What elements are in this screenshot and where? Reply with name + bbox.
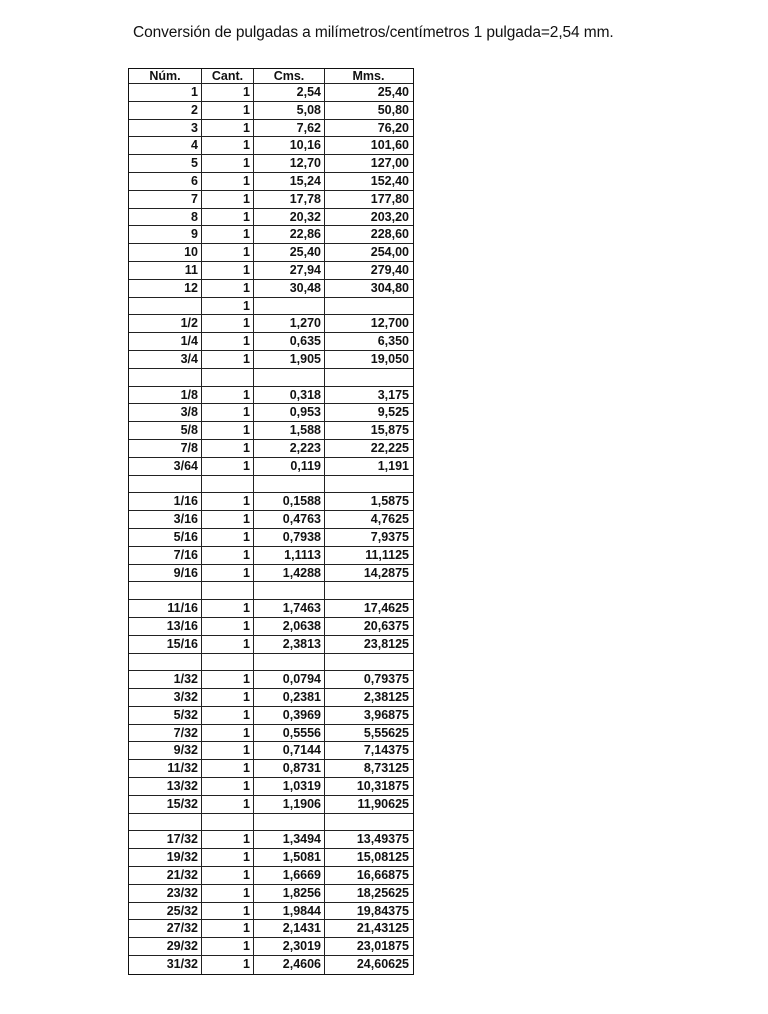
table-row bbox=[129, 671, 413, 689]
cell-mms: 7,9375 bbox=[370, 529, 409, 544]
cell-cms: 1,6669 bbox=[254, 867, 325, 884]
table-row bbox=[129, 298, 413, 316]
cell-cms: 0,318 bbox=[254, 387, 325, 404]
cell-num: 3/16 bbox=[129, 511, 202, 528]
cell-mms: 19,050 bbox=[370, 351, 409, 366]
cell-mms: 23,01875 bbox=[356, 939, 409, 954]
cell-cms: 1,4288 bbox=[254, 565, 325, 582]
table-row bbox=[129, 742, 413, 760]
table-row bbox=[129, 600, 413, 618]
table-row bbox=[129, 173, 413, 191]
cell-cms bbox=[254, 298, 325, 315]
cell-num bbox=[129, 814, 202, 831]
table-row bbox=[129, 102, 413, 120]
cell-cms: 2,0638 bbox=[254, 618, 325, 635]
cell-num: 11 bbox=[129, 262, 202, 279]
cell-cant bbox=[202, 654, 254, 671]
cell-num: 23/32 bbox=[129, 885, 202, 902]
table-row bbox=[129, 867, 413, 885]
cell-cms: 0,953 bbox=[254, 404, 325, 421]
cell-cms: 17,78 bbox=[254, 191, 325, 208]
cell-cant bbox=[202, 476, 254, 493]
cell-mms: 152,40 bbox=[370, 173, 409, 188]
cell-mms: 9,525 bbox=[377, 405, 409, 420]
cell-num: 6 bbox=[129, 173, 202, 190]
table-row bbox=[129, 315, 413, 333]
cell-mms: 254,00 bbox=[370, 245, 409, 260]
cell-mms: 15,875 bbox=[370, 423, 409, 438]
cell-cms: 1,1906 bbox=[254, 796, 325, 813]
cell-cant: 1 bbox=[202, 404, 254, 421]
cell-num: 7/16 bbox=[129, 547, 202, 564]
table-row bbox=[129, 351, 413, 369]
cell-cms: 2,3019 bbox=[254, 938, 325, 955]
cell-cant: 1 bbox=[202, 920, 254, 937]
cell-num: 13/16 bbox=[129, 618, 202, 635]
table-row bbox=[129, 796, 413, 814]
cell-num bbox=[129, 582, 202, 599]
cell-num: 25/32 bbox=[129, 903, 202, 920]
cell-mms: 76,20 bbox=[377, 120, 409, 135]
cell-num: 5 bbox=[129, 155, 202, 172]
cell-cant: 1 bbox=[202, 298, 254, 315]
cell-cant: 1 bbox=[202, 280, 254, 297]
cell-mms: 6,350 bbox=[377, 334, 409, 349]
cell-num: 3/64 bbox=[129, 458, 202, 475]
cell-cms: 1,9844 bbox=[254, 903, 325, 920]
cell-num: 11/16 bbox=[129, 600, 202, 617]
cell-cms: 1,270 bbox=[254, 315, 325, 332]
table-row bbox=[129, 120, 413, 138]
cell-num: 1/4 bbox=[129, 333, 202, 350]
cell-num: 12 bbox=[129, 280, 202, 297]
cell-mms bbox=[325, 476, 412, 493]
cell-num: 7/8 bbox=[129, 440, 202, 457]
table-row bbox=[129, 262, 413, 280]
cell-num bbox=[129, 369, 202, 386]
cell-cms: 0,119 bbox=[254, 458, 325, 475]
column-header-cms: Cms. bbox=[254, 69, 325, 83]
cell-cant: 1 bbox=[202, 938, 254, 955]
table-row bbox=[129, 493, 413, 511]
cell-cant: 1 bbox=[202, 547, 254, 564]
cell-cant: 1 bbox=[202, 422, 254, 439]
cell-cant: 1 bbox=[202, 351, 254, 368]
cell-cms: 0,5556 bbox=[254, 725, 325, 742]
cell-cms: 27,94 bbox=[254, 262, 325, 279]
cell-cant: 1 bbox=[202, 511, 254, 528]
table-row bbox=[129, 565, 413, 583]
table-row bbox=[129, 476, 413, 494]
cell-mms: 23,8125 bbox=[363, 636, 409, 651]
cell-num: 19/32 bbox=[129, 849, 202, 866]
cell-cant: 1 bbox=[202, 565, 254, 582]
table-row bbox=[129, 333, 413, 351]
cell-mms: 15,08125 bbox=[356, 850, 409, 865]
cell-cant: 1 bbox=[202, 689, 254, 706]
cell-cms: 0,7938 bbox=[254, 529, 325, 546]
cell-cant: 1 bbox=[202, 333, 254, 350]
cell-num: 1/16 bbox=[129, 493, 202, 510]
cell-cms: 2,54 bbox=[254, 84, 325, 101]
cell-cant: 1 bbox=[202, 671, 254, 688]
cell-cms: 2,4606 bbox=[254, 956, 325, 974]
cell-num: 27/32 bbox=[129, 920, 202, 937]
cell-cant: 1 bbox=[202, 618, 254, 635]
table-row bbox=[129, 191, 413, 209]
cell-mms: 0,79375 bbox=[363, 672, 409, 687]
table-row bbox=[129, 387, 413, 405]
cell-cant: 1 bbox=[202, 262, 254, 279]
cell-mms: 22,225 bbox=[370, 440, 409, 455]
table-row bbox=[129, 404, 413, 422]
table-row bbox=[129, 440, 413, 458]
table-row bbox=[129, 956, 413, 974]
cell-num: 3/8 bbox=[129, 404, 202, 421]
cell-mms: 7,14375 bbox=[363, 743, 409, 758]
cell-mms: 14,2875 bbox=[363, 565, 409, 580]
table-row bbox=[129, 760, 413, 778]
cell-mms: 50,80 bbox=[377, 102, 409, 117]
cell-mms: 21,43125 bbox=[356, 921, 409, 936]
table-row bbox=[129, 244, 413, 262]
cell-cant: 1 bbox=[202, 831, 254, 848]
cell-cant: 1 bbox=[202, 760, 254, 777]
cell-num: 15/32 bbox=[129, 796, 202, 813]
cell-cant: 1 bbox=[202, 84, 254, 101]
table-row bbox=[129, 831, 413, 849]
table-body bbox=[129, 84, 413, 974]
cell-cant bbox=[202, 814, 254, 831]
cell-mms: 228,60 bbox=[370, 227, 409, 242]
cell-cms: 2,3813 bbox=[254, 636, 325, 653]
cell-cms: 1,0319 bbox=[254, 778, 325, 795]
cell-num: 10 bbox=[129, 244, 202, 261]
cell-cant: 1 bbox=[202, 315, 254, 332]
column-header-cant: Cant. bbox=[202, 69, 254, 83]
cell-mms bbox=[325, 654, 412, 671]
cell-cms: 12,70 bbox=[254, 155, 325, 172]
cell-cant bbox=[202, 582, 254, 599]
cell-cms: 15,24 bbox=[254, 173, 325, 190]
cell-mms: 18,25625 bbox=[356, 885, 409, 900]
column-header-mms: Mms. bbox=[352, 69, 385, 83]
conversion-table bbox=[128, 68, 414, 975]
table-row bbox=[129, 422, 413, 440]
cell-cms: 0,4763 bbox=[254, 511, 325, 528]
table-row bbox=[129, 707, 413, 725]
table-row bbox=[129, 689, 413, 707]
cell-cms bbox=[254, 582, 325, 599]
table-row bbox=[129, 511, 413, 529]
cell-cms: 2,223 bbox=[254, 440, 325, 457]
cell-cms: 1,588 bbox=[254, 422, 325, 439]
cell-num bbox=[129, 654, 202, 671]
cell-mms: 11,90625 bbox=[357, 796, 409, 811]
cell-mms: 17,4625 bbox=[363, 601, 409, 616]
cell-cant: 1 bbox=[202, 796, 254, 813]
cell-cms: 1,7463 bbox=[254, 600, 325, 617]
cell-num: 8 bbox=[129, 209, 202, 226]
cell-num: 3/4 bbox=[129, 351, 202, 368]
cell-mms: 16,66875 bbox=[356, 868, 409, 883]
cell-cant: 1 bbox=[202, 956, 254, 974]
page-title: Conversión de pulgadas a milímetros/centímetros 1 pulgada=2,54 mm. bbox=[133, 24, 614, 41]
cell-num: 9/32 bbox=[129, 742, 202, 759]
table-row bbox=[129, 137, 413, 155]
cell-mms: 3,96875 bbox=[363, 707, 409, 722]
cell-mms: 20,6375 bbox=[363, 618, 409, 633]
cell-cms bbox=[254, 814, 325, 831]
cell-num: 5/32 bbox=[129, 707, 202, 724]
cell-cant: 1 bbox=[202, 903, 254, 920]
cell-num: 21/32 bbox=[129, 867, 202, 884]
cell-num: 13/32 bbox=[129, 778, 202, 795]
table-row bbox=[129, 849, 413, 867]
cell-mms bbox=[325, 369, 412, 386]
cell-cms: 1,905 bbox=[254, 351, 325, 368]
cell-mms: 19,84375 bbox=[356, 903, 409, 918]
cell-cant: 1 bbox=[202, 707, 254, 724]
cell-cms: 1,5081 bbox=[254, 849, 325, 866]
cell-cant: 1 bbox=[202, 387, 254, 404]
table-row bbox=[129, 369, 413, 387]
cell-cant: 1 bbox=[202, 120, 254, 137]
cell-num: 29/32 bbox=[129, 938, 202, 955]
cell-cant: 1 bbox=[202, 725, 254, 742]
cell-mms: 127,00 bbox=[370, 156, 409, 171]
cell-num bbox=[129, 476, 202, 493]
cell-cant: 1 bbox=[202, 849, 254, 866]
cell-mms: 25,40 bbox=[377, 85, 409, 99]
cell-cant: 1 bbox=[202, 458, 254, 475]
table-row bbox=[129, 938, 413, 956]
column-header-num: Núm. bbox=[129, 69, 202, 83]
cell-num: 1/2 bbox=[129, 315, 202, 332]
cell-cant: 1 bbox=[202, 244, 254, 261]
cell-mms bbox=[325, 298, 412, 315]
cell-mms: 8,73125 bbox=[363, 761, 409, 776]
cell-mms: 279,40 bbox=[370, 262, 409, 277]
table-row bbox=[129, 84, 413, 102]
cell-mms: 1,191 bbox=[377, 458, 409, 473]
cell-mms: 4,7625 bbox=[370, 512, 409, 527]
cell-mms bbox=[325, 814, 412, 831]
cell-cant bbox=[202, 369, 254, 386]
cell-cms bbox=[254, 654, 325, 671]
table-row bbox=[129, 280, 413, 298]
table-row bbox=[129, 155, 413, 173]
cell-cant: 1 bbox=[202, 867, 254, 884]
cell-cant: 1 bbox=[202, 636, 254, 653]
cell-cant: 1 bbox=[202, 885, 254, 902]
cell-cms: 20,32 bbox=[254, 209, 325, 226]
table-row bbox=[129, 654, 413, 672]
cell-cms: 22,86 bbox=[254, 226, 325, 243]
table-row bbox=[129, 920, 413, 938]
cell-num: 31/32 bbox=[129, 956, 202, 974]
table-row bbox=[129, 226, 413, 244]
cell-cant: 1 bbox=[202, 529, 254, 546]
cell-num: 2 bbox=[129, 102, 202, 119]
cell-num: 11/32 bbox=[129, 760, 202, 777]
table-row bbox=[129, 636, 413, 654]
cell-num: 17/32 bbox=[129, 831, 202, 848]
cell-mms: 101,60 bbox=[370, 138, 409, 153]
table-row bbox=[129, 458, 413, 476]
cell-mms: 2,38125 bbox=[363, 690, 409, 705]
cell-cms: 10,16 bbox=[254, 137, 325, 154]
cell-cant: 1 bbox=[202, 440, 254, 457]
cell-mms: 3,175 bbox=[377, 387, 409, 402]
cell-cant: 1 bbox=[202, 493, 254, 510]
cell-mms: 5,55625 bbox=[363, 725, 409, 740]
cell-num: 1/32 bbox=[129, 671, 202, 688]
cell-cms: 5,08 bbox=[254, 102, 325, 119]
cell-cms: 0,0794 bbox=[254, 671, 325, 688]
cell-cms: 7,62 bbox=[254, 120, 325, 137]
cell-cms: 2,1431 bbox=[254, 920, 325, 937]
cell-mms: 11,1125 bbox=[365, 547, 409, 562]
cell-cms: 0,635 bbox=[254, 333, 325, 350]
cell-num: 3/32 bbox=[129, 689, 202, 706]
cell-cant: 1 bbox=[202, 600, 254, 617]
cell-num: 7 bbox=[129, 191, 202, 208]
cell-num: 7/32 bbox=[129, 725, 202, 742]
table-row bbox=[129, 725, 413, 743]
cell-mms: 12,700 bbox=[370, 316, 409, 331]
cell-num: 1 bbox=[129, 84, 202, 101]
cell-mms: 10,31875 bbox=[356, 779, 409, 794]
table-row bbox=[129, 529, 413, 547]
cell-cant: 1 bbox=[202, 778, 254, 795]
cell-mms bbox=[325, 582, 412, 599]
cell-num: 9 bbox=[129, 226, 202, 243]
table-row bbox=[129, 885, 413, 903]
cell-mms: 304,80 bbox=[370, 280, 409, 295]
table-row bbox=[129, 778, 413, 796]
cell-cms: 25,40 bbox=[254, 244, 325, 261]
table-row bbox=[129, 618, 413, 636]
table-row bbox=[129, 582, 413, 600]
cell-cant: 1 bbox=[202, 209, 254, 226]
cell-cms: 0,3969 bbox=[254, 707, 325, 724]
cell-mms: 1,5875 bbox=[370, 494, 409, 509]
cell-cms: 1,8256 bbox=[254, 885, 325, 902]
cell-cant: 1 bbox=[202, 102, 254, 119]
table-header bbox=[129, 69, 413, 84]
cell-num: 5/8 bbox=[129, 422, 202, 439]
cell-mms: 13,49375 bbox=[356, 832, 409, 847]
cell-cant: 1 bbox=[202, 173, 254, 190]
cell-mms: 24,60625 bbox=[356, 957, 409, 972]
cell-cms: 0,8731 bbox=[254, 760, 325, 777]
cell-mms: 203,20 bbox=[370, 209, 409, 224]
table-row bbox=[129, 814, 413, 832]
cell-cms: 30,48 bbox=[254, 280, 325, 297]
table-row bbox=[129, 547, 413, 565]
cell-cant: 1 bbox=[202, 226, 254, 243]
cell-num: 1/8 bbox=[129, 387, 202, 404]
cell-cms: 0,7144 bbox=[254, 742, 325, 759]
cell-cms: 1,3494 bbox=[254, 831, 325, 848]
cell-num: 4 bbox=[129, 137, 202, 154]
cell-cms: 0,2381 bbox=[254, 689, 325, 706]
cell-cant: 1 bbox=[202, 742, 254, 759]
cell-num: 15/16 bbox=[129, 636, 202, 653]
cell-cms bbox=[254, 476, 325, 493]
cell-num bbox=[129, 298, 202, 315]
cell-cant: 1 bbox=[202, 155, 254, 172]
cell-cms: 1,1113 bbox=[254, 547, 325, 564]
cell-cant: 1 bbox=[202, 137, 254, 154]
cell-cms: 0,1588 bbox=[254, 493, 325, 510]
table-row bbox=[129, 903, 413, 921]
cell-num: 3 bbox=[129, 120, 202, 137]
cell-num: 9/16 bbox=[129, 565, 202, 582]
cell-mms: 177,80 bbox=[370, 191, 409, 206]
cell-num: 5/16 bbox=[129, 529, 202, 546]
cell-cant: 1 bbox=[202, 191, 254, 208]
cell-cms bbox=[254, 369, 325, 386]
table-row bbox=[129, 209, 413, 227]
